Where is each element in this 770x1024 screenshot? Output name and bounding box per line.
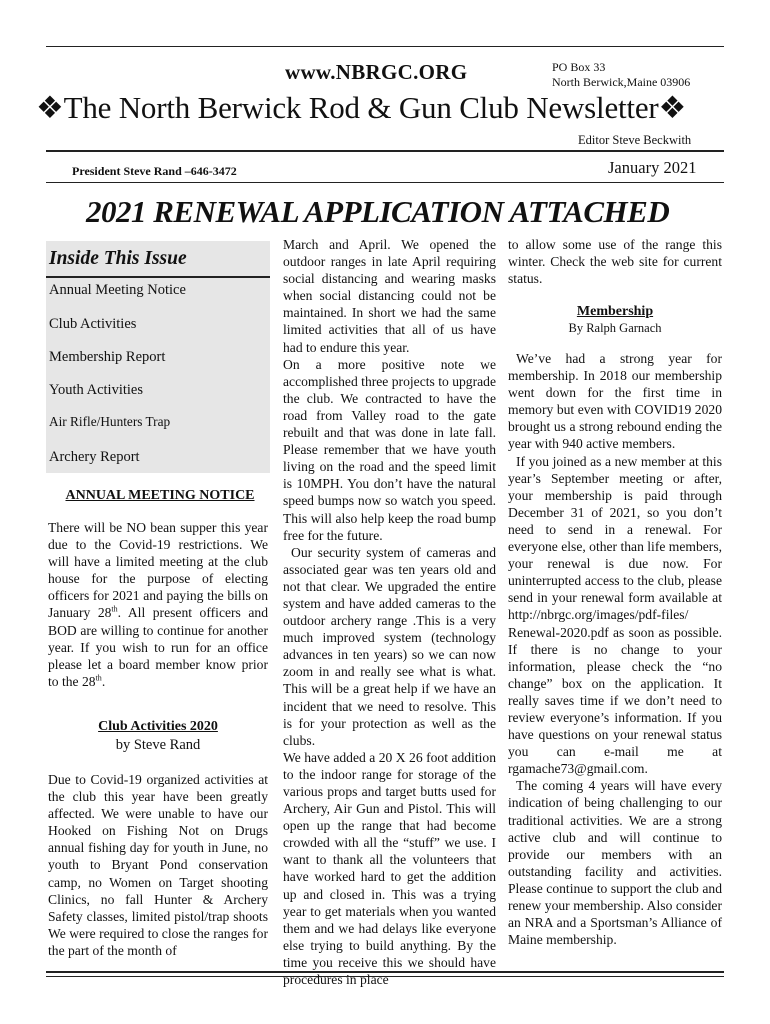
annual-sup-1: th (111, 604, 118, 614)
club-activities-p1: March and April. We opened the outdoor ranges in late April requiring social distancing and wearing masks when social distancing could not be maintained. In short we had the same limited activities that all of us have had to endure this year. (283, 237, 496, 355)
newsletter-title: ❖The North Berwick Rod & Gun Club Newsletter❖ (36, 90, 687, 125)
club-activities-byline: by Steve Rand (115, 737, 201, 753)
membership-body (508, 350, 722, 948)
headline: 2021 RENEWAL APPLICATION ATTACHED (86, 194, 670, 229)
toc-item-annual-meeting: Annual Meeting Notice (49, 282, 186, 298)
club-activities-col2 (283, 236, 496, 988)
header-rule-thick (46, 150, 724, 152)
mailing-address (552, 60, 690, 90)
club-activities-text-1: Due to Covid-19 organized activities at the club this year have been greatly affected. We were unable to have our Hooked on Fishing Not on Drugs annual fishing day for youth in June, no youth to Bryant Pond conservation camp, no Women on Target shooting Clinics, no fall Hunter & Archery Safety classes, limited pistol/trap shoots We were required to close the ranges for the part of the month of (48, 772, 268, 958)
issue-date: January 2021 (608, 158, 697, 177)
club-activities-col1 (48, 771, 268, 959)
membership-p1: We’ve had a strong year for membership. In 2018 our membership went down for the first time in memory but even with COVID19 2020 brought us a strong rebound ending the year with 940 active members. (508, 351, 722, 452)
toc-item-air-rifle: Air Rifle/Hunters Trap (49, 414, 171, 429)
club-activities-p3: Our security system of cameras and associated gear was ten years old and not that clear. We upgraded the entire system and have added cameras to the outdoor archery range .This is a very much improved system (technology advances in ten years) so we can now zoom in and really see what is what. This will be a great help if we have an incident that we need to resolve. This is for your protection as well as the clubs. (283, 544, 496, 748)
top-rule (46, 46, 724, 47)
membership-byline: By Ralph Garnach (568, 321, 662, 335)
toc-item-membership: Membership Report (49, 349, 166, 365)
toc-item-club-activities: Club Activities (49, 316, 137, 332)
club-activities-col3 (508, 236, 722, 287)
header-rule-thin (46, 182, 724, 183)
annual-text-3: . (101, 673, 106, 689)
toc-item-youth: Youth Activities (49, 382, 144, 398)
editor-credit: Editor Steve Beckwith (578, 133, 692, 147)
membership-p2: If you joined as a new member at this year’s September meeting or after, your membership is paid through December 31 of 2021, so you don’t need to send in a renewal. For everyone else, other than life members, your renewal is due now. For uninterrupted access to the club, please send in your renewal form available at http://nbrgc.org/images/pdf-files/ Renewal-2020.pdf as soon as possible. If there is no change to your information, please check the “no change” box on the application. It really saves time if we don’t need to review everyone’s information. If you have questions on your renewal status you can e-mail me at rgamache73@gmail.com. (508, 453, 723, 777)
membership-heading: Membership (576, 304, 654, 319)
annual-meeting-heading: ANNUAL MEETING NOTICE (65, 488, 255, 503)
inside-issue-title: Inside This Issue (49, 248, 187, 269)
toc-item-archery: Archery Report (49, 449, 140, 465)
annual-sup-2: th (95, 673, 102, 683)
membership-p3: The coming 4 years will have every indication of being challenging to our traditional activities. We are a strong active club and will continue to provide our members with an outstanding facility and activities. Please continue to support the club and renew your membership. Also consider an NRA and a Sportsman’s Alliance of Maine membership. (508, 778, 722, 948)
president-contact: President Steve Rand –646-3472 (72, 164, 237, 178)
website-url: www.NBRGC.ORG (285, 60, 468, 84)
annual-text-1: There will be NO bean supper this year due to the Covid-19 restrictions. We will have a limited meeting at the club house for the purpose of electing officers for 2021 and paying the bills on January 28 (48, 520, 268, 621)
annual-text-2: . All present officers and BOD are willing to continue for another year. If you wish to run for an office please let a board member know prior to the 28 (48, 605, 268, 689)
annual-meeting-body (48, 519, 268, 690)
inside-issue-divider (46, 276, 270, 278)
club-activities-heading: Club Activities 2020 (98, 719, 218, 734)
address-line-2: North Berwick,Maine 03906 (552, 75, 691, 89)
club-activities-p2: On a more positive note we accomplished three projects to upgrade the club. We contracted to have the road from Valley road to the gate rebuilt and that was done in late fall. Please remember that we have youth living on the road and the speed limit is 10MPH. You don’t have the natural speed bumps now so watch you speed. This will also help keep the road bump free for the future. (283, 356, 496, 543)
club-activities-p4: We have added a 20 X 26 foot addition to the indoor range for storage of the various props and target butts used for Archery, Air Gun and Pistol. This will open up the range that had become crowded with all the “stuff” we use. I want to thank all the volunteers that have worked hard to get the addition up and closed in. This was a trying year to get materials when you wanted them and we had delays like everyone else trying to build anything. By the time you receive this we should have procedures in place (283, 749, 496, 988)
address-line-1: PO Box 33 (552, 60, 606, 74)
club-activities-p5: to allow some use of the range this winter. Check the web site for current status. (508, 237, 722, 287)
